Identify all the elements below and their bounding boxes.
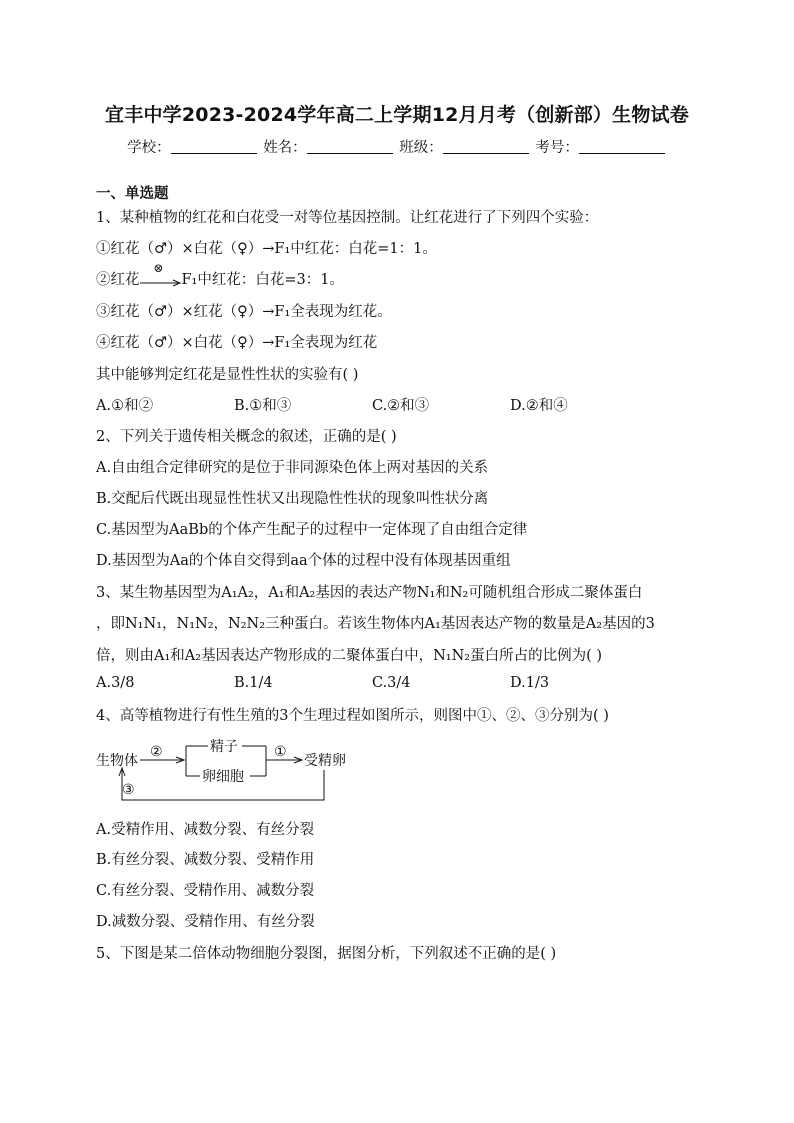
q3-option-b: B.1/4 [234, 675, 273, 691]
student-info-line [0, 136, 794, 157]
q2-option-d: D.基因型为Aa的个体自交得到aa个体的过程中没有体现基因重组 [96, 553, 511, 569]
q1-experiment-1: ①红花（♂）×白花（♀）→F₁中红花：白花=1：1。 [96, 241, 437, 257]
q1-stem: 1、某种植物的红花和白花受一对等位基因控制。让红花进行了下列四个实验： [96, 210, 599, 226]
q3-option-d: D.1/3 [510, 675, 550, 691]
q1-exp2-left: ②红花 [96, 272, 140, 288]
q2-stem: 2、下列关于遗传相关概念的叙述，正确的是( ) [96, 429, 397, 445]
diagram-zygote: 受精卵 [304, 753, 346, 769]
q3-line-1: 3、某生物基因型为A₁A₂，A₁和A₂基因的表达产物N₁和N₂可随机组合形成二聚体蛋白 [96, 585, 643, 601]
diagram-egg: 卵细胞 [202, 769, 244, 785]
q1-experiment-3: ③红花（♂）×红花（♀）→F₁全表现为红花。 [96, 304, 392, 320]
q2-option-c: C.基因型为AaBb的个体产生配子的过程中一定体现了自由组合定律 [96, 522, 528, 538]
page-title: 宜丰中学2023-2024学年高二上学期12月月考（创新部）生物试卷 [105, 104, 689, 126]
q4-option-b: B.有丝分裂、减数分裂、受精作用 [96, 852, 315, 868]
school-blank [171, 138, 257, 154]
reproduction-diagram [96, 736, 356, 806]
number-blank [579, 138, 665, 154]
number-label: 考号： [535, 140, 579, 156]
class-label: 班级： [399, 140, 443, 156]
q5-stem: 5、下图是某二倍体动物细胞分裂图，据图分析，下列叙述不正确的是( ) [96, 946, 557, 962]
name-label: 姓名： [263, 140, 307, 156]
q1-experiment-4: ④红花（♂）×白花（♀）→F₁全表现为红花 [96, 335, 378, 351]
class-blank [443, 138, 529, 154]
q1-experiment-2 [96, 261, 344, 289]
section-title: 一、单选题 [96, 186, 169, 202]
q4-option-d: D.减数分裂、受精作用、有丝分裂 [96, 914, 315, 930]
selfing-arrow [140, 261, 182, 287]
q2-option-b: B.交配后代既出现显性性状又出现隐性性状的现象叫性状分离 [96, 491, 489, 507]
school-label: 学校： [127, 140, 171, 156]
self-cross-symbol: ⊗ [153, 261, 164, 275]
q1-option-d: D.②和④ [510, 398, 568, 414]
q4-option-a: A.受精作用、减数分裂、有丝分裂 [96, 822, 315, 838]
q4-option-c: C.有丝分裂、受精作用、减数分裂 [96, 883, 315, 899]
diagram-label-2: ② [150, 744, 163, 760]
q1-question: 其中能够判定红花是显性性状的实验有( ) [96, 367, 359, 383]
q4-stem: 4、高等植物进行有性生殖的3个生理过程如图所示，则图中①、②、③分别为( ) [96, 708, 609, 724]
q1-option-c: C.②和③ [372, 398, 430, 414]
q1-exp2-right: F₁中红花：白花=3：1。 [181, 272, 344, 288]
q1-option-a: A.①和② [96, 398, 154, 414]
diagram-organism: 生物体 [96, 753, 138, 769]
q2-option-a: A.自由组合定律研究的是位于非同源染色体上两对基因的关系 [96, 460, 489, 476]
arrow-right-icon [140, 273, 182, 287]
q3-line-3: 倍，则由A₁和A₂基因表达产物形成的二聚体蛋白中，N₁N₂蛋白所占的比例为( ) [96, 648, 602, 664]
diagram-label-3: ③ [122, 782, 135, 798]
diagram-label-1: ① [274, 744, 287, 760]
q3-option-c: C.3/4 [372, 675, 411, 691]
diagram-sperm: 精子 [210, 739, 238, 755]
q3-line-2: ，即N₁N₁，N₁N₂，N₂N₂三种蛋白。若该生物体内A₁基因表达产物的数量是A₂基因的3 [96, 616, 655, 632]
q3-option-a: A.3/8 [96, 675, 135, 691]
name-blank [307, 138, 393, 154]
q1-option-b: B.①和③ [234, 398, 292, 414]
